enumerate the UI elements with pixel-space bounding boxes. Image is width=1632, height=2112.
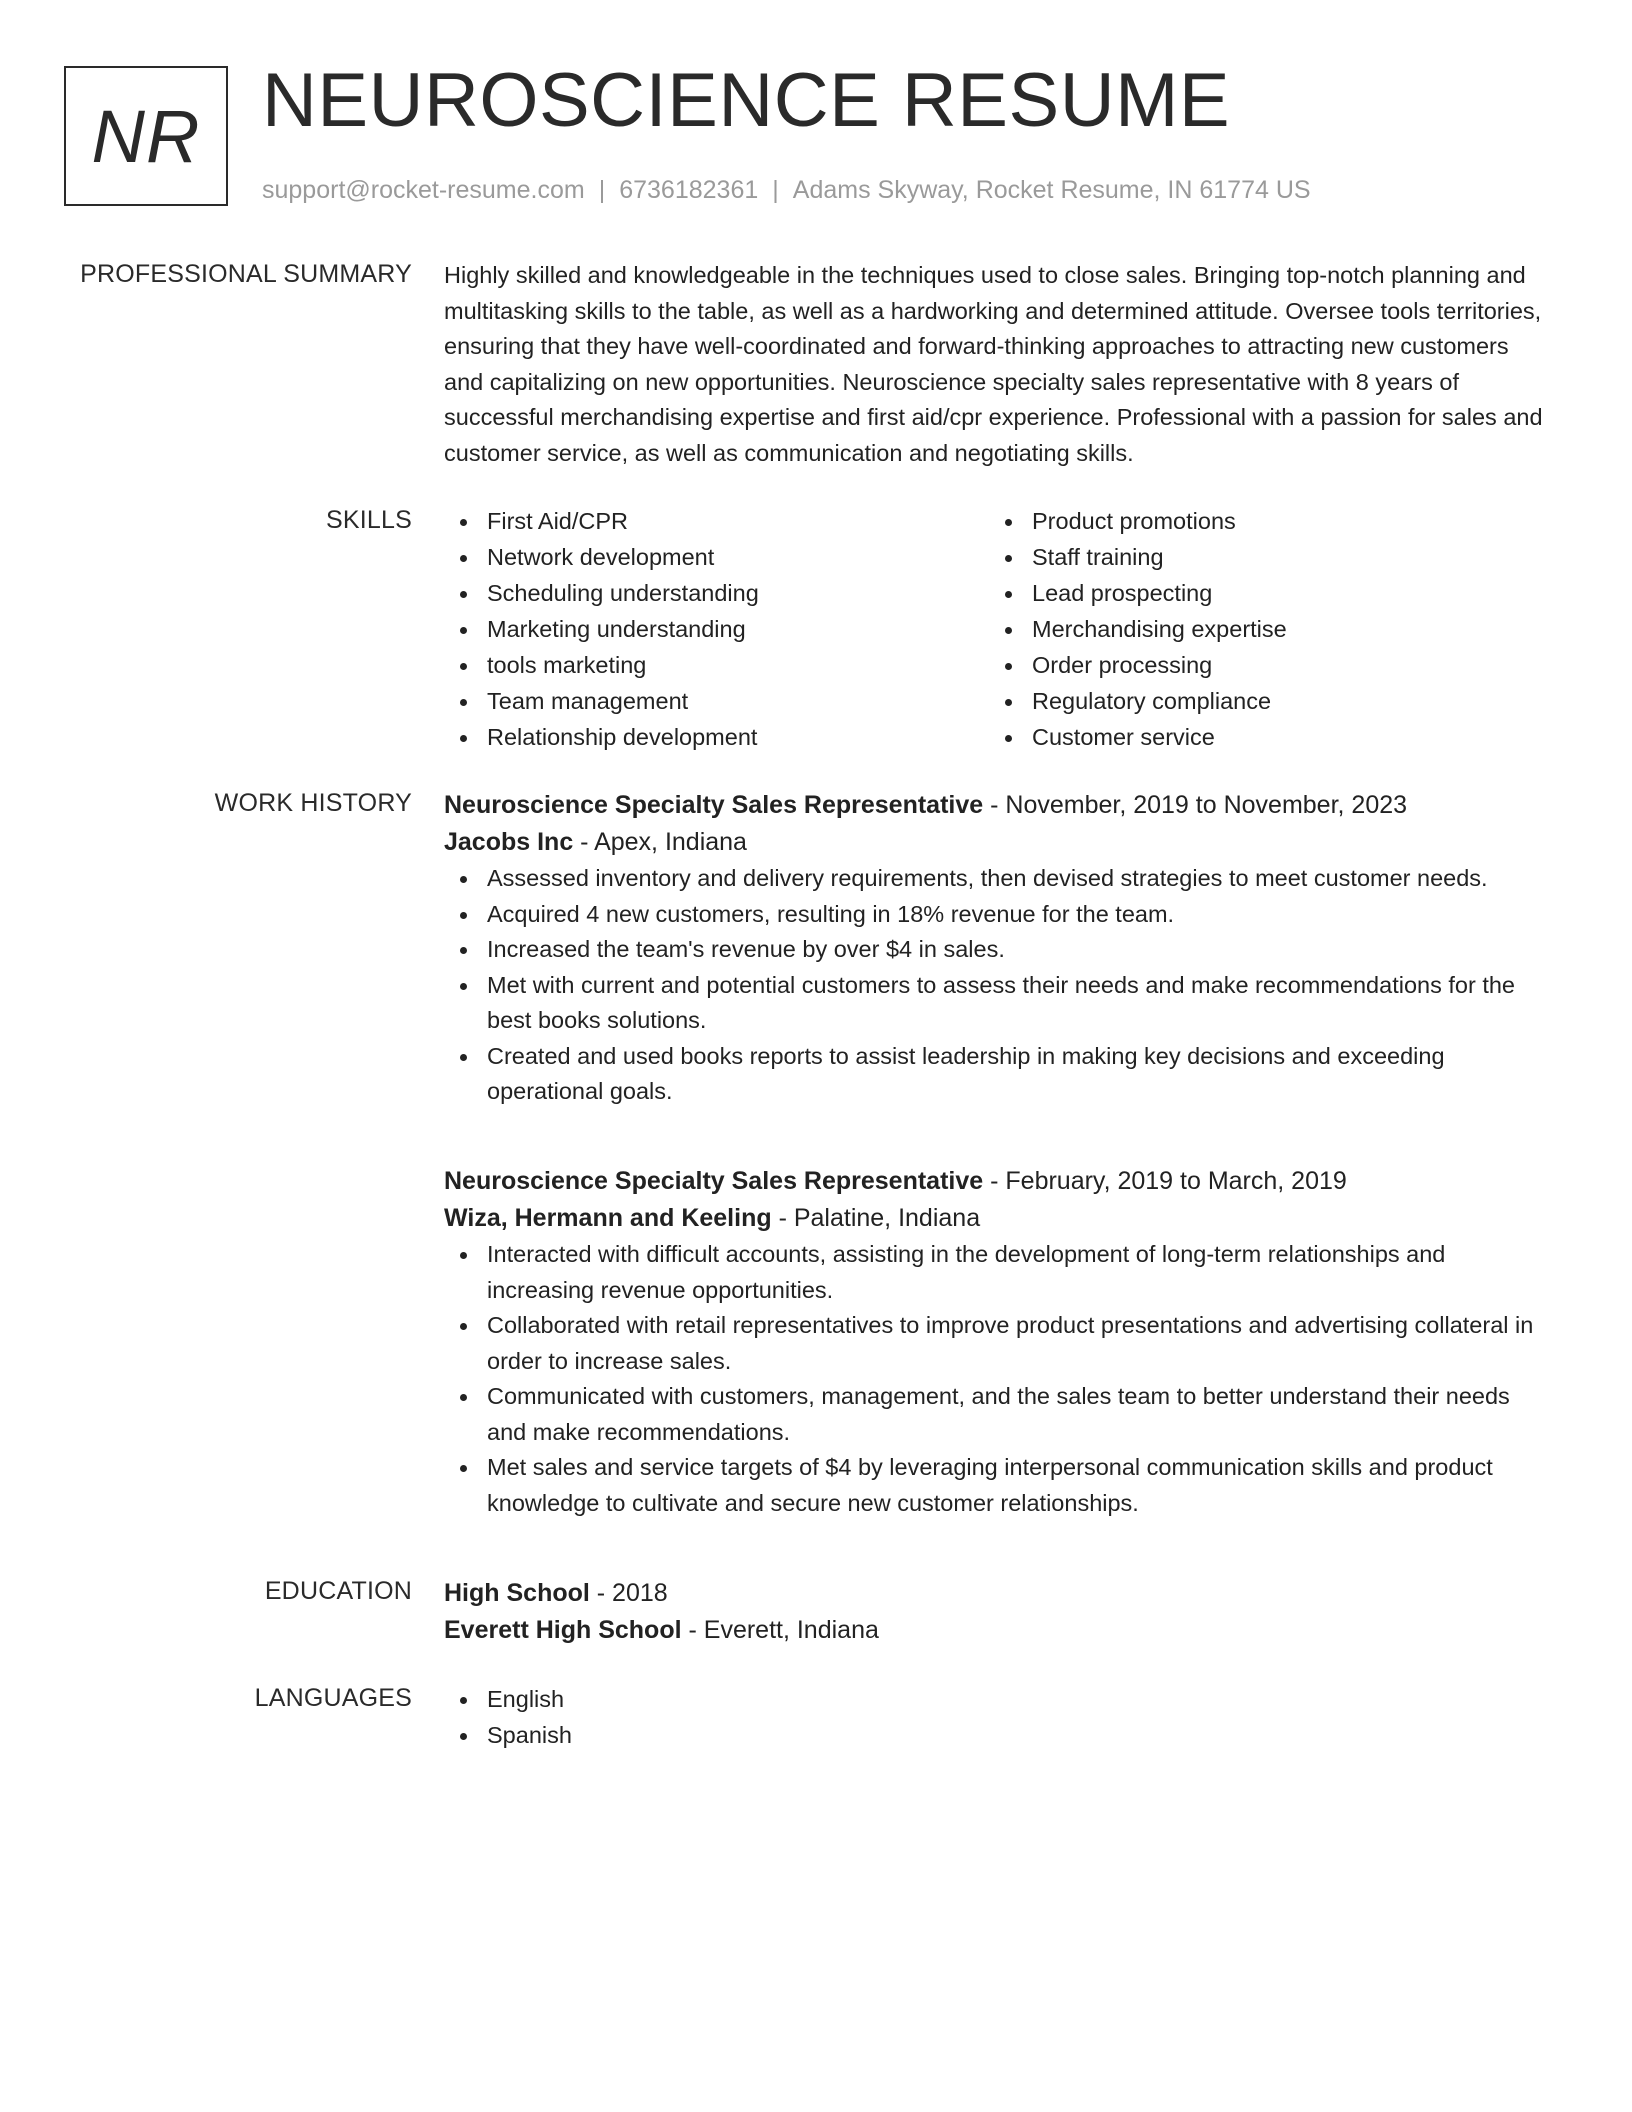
contact-phone[interactable]: 6736182361 (619, 176, 759, 204)
education-school-line (444, 1612, 1554, 1649)
resume-title: NEUROSCIENCE RESUME (262, 58, 1231, 143)
education-degree-line (444, 1575, 1554, 1612)
monogram-initials: NR (91, 94, 201, 178)
job-bullet-list (444, 1237, 1554, 1521)
job-bullet: Met with current and potential customers to assess their needs and make recommendations for the best books solutions. (444, 968, 1554, 1039)
contact-separator: | (772, 176, 779, 204)
job-title-line (444, 787, 1554, 824)
skill-item: tools marketing (444, 648, 989, 684)
job-company: Jacobs Inc (444, 828, 574, 856)
contact-line (262, 174, 1311, 206)
job-dates: - November, 2019 to November, 2023 (983, 791, 1408, 819)
education-school: Everett High School (444, 1616, 682, 1644)
skill-item: Regulatory compliance (989, 684, 1534, 720)
monogram-box (64, 66, 228, 206)
job-bullet: Met sales and service targets of $4 by leveraging interpersonal communication skills and product knowledge to cultivate and secure new customer relationships. (444, 1450, 1554, 1521)
education-degree: High School (444, 1579, 590, 1607)
education-body (444, 1575, 1554, 1649)
skill-item: Merchandising expertise (989, 612, 1534, 648)
job-bullet: Interacted with difficult accounts, assisting in the development of long-term relationships and increasing revenue opportunities. (444, 1237, 1554, 1308)
job-bullet: Communicated with customers, management, and the sales team to better understand their needs and make recommendations. (444, 1379, 1554, 1450)
skills-list-left (444, 504, 989, 756)
job-bullet-list (444, 861, 1554, 1110)
section-label-education: EDUCATION (264, 1577, 412, 1605)
skill-item: First Aid/CPR (444, 504, 989, 540)
job-bullet: Increased the team's revenue by over $4 in sales. (444, 932, 1554, 968)
section-label-work: WORK HISTORY (214, 789, 412, 817)
job-title: Neuroscience Specialty Sales Representative (444, 791, 984, 819)
skill-item: Team management (444, 684, 989, 720)
job-location: - Apex, Indiana (573, 828, 747, 856)
job-location: - Palatine, Indiana (771, 1204, 981, 1232)
job-bullet: Collaborated with retail representatives to improve product presentations and advertising collateral in order to increase sales. (444, 1308, 1554, 1379)
education-year: - 2018 (589, 1579, 668, 1607)
skill-item: Lead prospecting (989, 576, 1534, 612)
section-label-summary: PROFESSIONAL SUMMARY (80, 260, 412, 288)
section-label-languages: LANGUAGES (254, 1684, 412, 1712)
job-title-line (444, 1163, 1554, 1200)
job-bullet: Created and used books reports to assist leadership in making key decisions and exceeding operational goals. (444, 1039, 1554, 1110)
language-item: English (444, 1682, 1554, 1718)
skills-columns (444, 504, 1554, 756)
job-entry (444, 787, 1554, 1110)
skill-item: Scheduling understanding (444, 576, 989, 612)
work-history-body (444, 787, 1554, 1516)
job-entry (444, 1163, 1554, 1521)
skill-item: Relationship development (444, 720, 989, 756)
contact-email[interactable]: support@rocket-resume.com (262, 176, 585, 204)
job-dates: - February, 2019 to March, 2019 (983, 1167, 1347, 1195)
contact-address: Adams Skyway, Rocket Resume, IN 61774 US (792, 176, 1311, 204)
skill-item: Network development (444, 540, 989, 576)
languages-body (444, 1682, 1554, 1753)
skill-item: Product promotions (989, 504, 1534, 540)
section-label-skills: SKILLS (326, 506, 412, 534)
job-title: Neuroscience Specialty Sales Representative (444, 1167, 984, 1195)
skills-list-right (989, 504, 1534, 756)
skill-item: Order processing (989, 648, 1534, 684)
skills-body (444, 504, 1554, 756)
language-item: Spanish (444, 1718, 1554, 1754)
job-bullet: Acquired 4 new customers, resulting in 18% revenue for the team. (444, 897, 1554, 933)
languages-list (444, 1682, 1554, 1753)
summary-text: Highly skilled and knowledgeable in the techniques used to close sales. Bringing top-notch planning and multitasking skills to the table, as well as a hardworking and determined attitude. Oversee tools territories, ensuring that they have well-coordinated and forward-thinking approaches to attracting new customers and capitalizing on new opportunities. Neuroscience specialty sales representative with 8 years of successful merchandising expertise and first aid/cpr experience. Professional with a passion for sales and customer service, as well as communication and negotiating skills. (444, 262, 1543, 466)
job-company-line (444, 1200, 1554, 1237)
job-company-line (444, 824, 1554, 861)
skill-item: Staff training (989, 540, 1534, 576)
summary-body (444, 258, 1554, 471)
skill-item: Customer service (989, 720, 1534, 756)
contact-separator: | (598, 176, 606, 204)
skill-item: Marketing understanding (444, 612, 989, 648)
job-bullet: Assessed inventory and delivery requirements, then devised strategies to meet customer needs. (444, 861, 1554, 897)
job-company: Wiza, Hermann and Keeling (444, 1204, 772, 1232)
education-location: - Everett, Indiana (681, 1616, 879, 1644)
